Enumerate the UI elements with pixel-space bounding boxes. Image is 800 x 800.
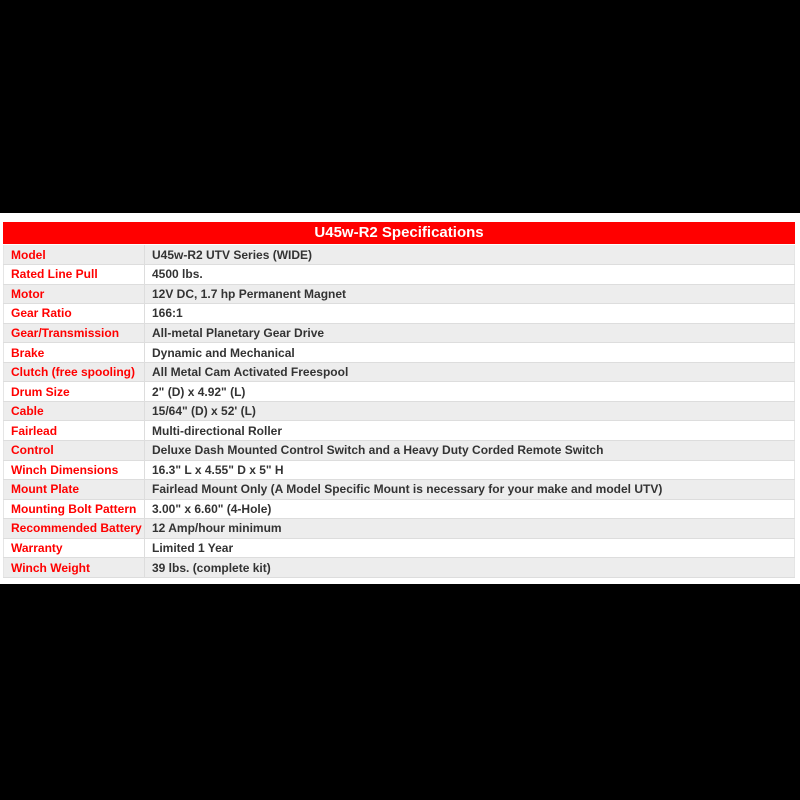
spec-value-cell: Dynamic and Mechanical (145, 343, 795, 363)
spec-value-cell: 4500 lbs. (145, 265, 795, 285)
spec-label-cell: Winch Dimensions (4, 460, 145, 480)
spec-value-cell: 39 lbs. (complete kit) (145, 558, 795, 578)
spec-label-cell: Gear Ratio (4, 304, 145, 324)
spec-table-container (3, 222, 795, 578)
spec-label-cell: Control (4, 440, 145, 460)
spec-table (3, 245, 795, 578)
table-row (4, 382, 795, 402)
spec-label-cell: Brake (4, 343, 145, 363)
spec-label-cell: Mount Plate (4, 480, 145, 500)
table-row (4, 245, 795, 265)
spec-label-cell: Fairlead (4, 421, 145, 441)
table-row (4, 519, 795, 539)
spec-value-cell: U45w-R2 UTV Series (WIDE) (145, 245, 795, 265)
table-row (4, 499, 795, 519)
spec-label-cell: Model (4, 245, 145, 265)
spec-value-cell: 12 Amp/hour minimum (145, 519, 795, 539)
spec-table-body (4, 245, 795, 577)
spec-label-cell: Recommended Battery (4, 519, 145, 539)
spec-label-cell: Mounting Bolt Pattern (4, 499, 145, 519)
page-content (0, 213, 800, 584)
table-row (4, 265, 795, 285)
spec-label-cell: Clutch (free spooling) (4, 362, 145, 382)
spec-label-cell: Gear/Transmission (4, 323, 145, 343)
table-row (4, 362, 795, 382)
spec-value-cell: All Metal Cam Activated Freespool (145, 362, 795, 382)
table-row (4, 558, 795, 578)
spec-value-cell: 3.00" x 6.60" (4-Hole) (145, 499, 795, 519)
table-row (4, 343, 795, 363)
spec-value-cell: 12V DC, 1.7 hp Permanent Magnet (145, 284, 795, 304)
table-row (4, 284, 795, 304)
table-row (4, 421, 795, 441)
spec-value-cell: 2" (D) x 4.92" (L) (145, 382, 795, 402)
spec-value-cell: 166:1 (145, 304, 795, 324)
spec-value-cell: 16.3" L x 4.55" D x 5" H (145, 460, 795, 480)
table-row (4, 480, 795, 500)
spec-label-cell: Motor (4, 284, 145, 304)
spec-label-cell: Winch Weight (4, 558, 145, 578)
table-row (4, 460, 795, 480)
spec-value-cell: All-metal Planetary Gear Drive (145, 323, 795, 343)
spec-value-cell: 15/64" (D) x 52' (L) (145, 401, 795, 421)
table-row (4, 401, 795, 421)
table-row (4, 538, 795, 558)
spec-value-cell: Limited 1 Year (145, 538, 795, 558)
spec-label-cell: Rated Line Pull (4, 265, 145, 285)
table-row (4, 440, 795, 460)
table-row (4, 323, 795, 343)
spec-value-cell: Multi-directional Roller (145, 421, 795, 441)
spec-value-cell: Fairlead Mount Only (A Model Specific Mount is necessary for your make and model UTV) (145, 480, 795, 500)
table-row (4, 304, 795, 324)
spec-table-title: U45w-R2 Specifications (3, 222, 795, 245)
spec-label-cell: Drum Size (4, 382, 145, 402)
spec-value-cell: Deluxe Dash Mounted Control Switch and a Heavy Duty Corded Remote Switch (145, 440, 795, 460)
spec-label-cell: Warranty (4, 538, 145, 558)
spec-label-cell: Cable (4, 401, 145, 421)
